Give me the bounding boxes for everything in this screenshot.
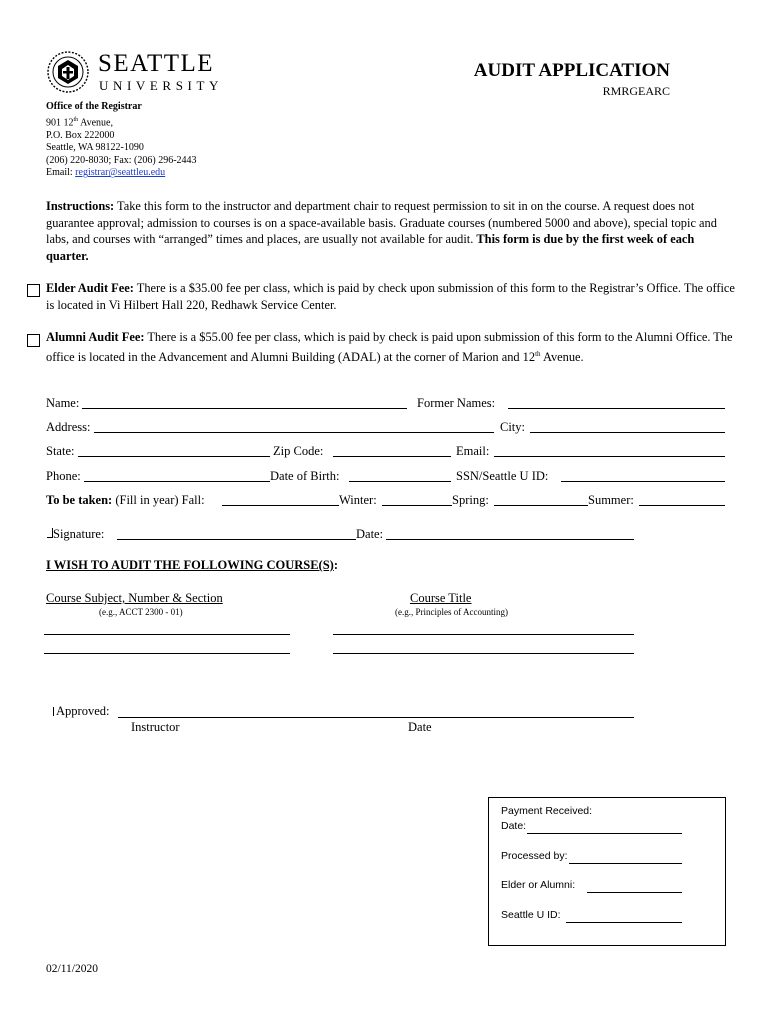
seattle-u-id-label: Seattle U ID: xyxy=(501,909,561,921)
ssn-field[interactable] xyxy=(561,481,725,482)
date-label: Date: xyxy=(356,527,384,541)
form-code: RMRGEARC xyxy=(602,84,670,98)
email-label: Email: xyxy=(456,444,490,458)
alumni-checkbox[interactable] xyxy=(27,334,40,347)
logo-wordmark: SEATTLE xyxy=(98,50,215,77)
logo-subtitle: UNIVERSITY xyxy=(99,78,223,93)
spring-label: Spring: xyxy=(452,493,489,507)
dob-label: Date of Birth: xyxy=(270,469,340,483)
summer-label: Summer: xyxy=(588,493,634,507)
course-2-subject-field[interactable] xyxy=(44,653,290,654)
office-date-label: Date: xyxy=(501,820,527,832)
courses-heading: I WISH TO AUDIT THE FOLLOWING COURSE(S): xyxy=(46,558,338,572)
phone-field[interactable] xyxy=(84,481,270,482)
address-field[interactable] xyxy=(94,432,494,433)
signature-label: Signature: xyxy=(53,527,105,541)
office-date-field[interactable] xyxy=(527,833,682,834)
due-notice: This form is due by the first week of each quarter. xyxy=(46,232,695,263)
office-email: Email: registrar@seattleu.edu xyxy=(46,167,166,179)
date-field[interactable] xyxy=(386,539,634,540)
col-course-subject-hint: (e.g., ACCT 2300 - 01) xyxy=(99,607,183,617)
fall-field[interactable] xyxy=(222,505,339,506)
name-label: Name: xyxy=(46,396,80,410)
state-field[interactable] xyxy=(78,456,270,457)
office-address xyxy=(46,101,197,180)
office-name: Office of the Registrar xyxy=(46,101,142,112)
office-city: Seattle, WA 98122-1090 xyxy=(46,142,144,154)
city-field[interactable] xyxy=(530,432,725,433)
instructions: Instructions: Take this form to the instructor and department chair to request permission to sit in on the course. A request does not guarantee approval; admission to courses is on a space-available basis. Graduate courses (numbered 5000 and above), special topic and labs, and courses with “arranged” times and places, are usually not available for audit. This form is due by the first week of each quarter. xyxy=(46,199,717,263)
to-be-taken-label: To be taken: (Fill in year) Fall: xyxy=(46,493,205,507)
zip-label: Zip Code: xyxy=(273,444,324,458)
approval-marker-icon xyxy=(53,707,54,716)
email-link[interactable]: registrar@seattleu.edu xyxy=(75,167,166,179)
instructor-caption: Instructor xyxy=(131,720,180,734)
office-pobox: P.O. Box 222000 xyxy=(46,129,115,141)
zip-field[interactable] xyxy=(333,456,451,457)
seal-icon xyxy=(46,48,92,96)
office-use-box xyxy=(488,797,726,946)
summer-field[interactable] xyxy=(639,505,725,506)
email-field[interactable] xyxy=(494,456,725,457)
winter-field[interactable] xyxy=(382,505,452,506)
state-label: State: xyxy=(46,444,75,458)
name-field[interactable] xyxy=(82,408,407,409)
alumni-fee-text: Alumni Audit Fee: There is a $55.00 fee per class, which is paid by check is paid upon submission of this form to the Alumni Office. The office is located in the Advancement and Alumni Building (ADAL) at the corner of Marion and 12th Avenue. xyxy=(46,330,733,364)
col-course-title: Course Title xyxy=(410,591,472,605)
processed-by-label: Processed by: xyxy=(501,850,568,862)
winter-label: Winter: xyxy=(339,493,377,507)
city-label: City: xyxy=(500,420,526,434)
col-course-title-hint: (e.g., Principles of Accounting) xyxy=(395,607,508,617)
instructions-label: Instructions: xyxy=(46,199,115,213)
address-label: Address: xyxy=(46,420,91,434)
processed-by-field[interactable] xyxy=(569,863,682,864)
elder-checkbox[interactable] xyxy=(27,284,40,297)
approved-label: Approved: xyxy=(56,704,110,718)
payment-received-label: Payment Received: xyxy=(501,805,593,817)
ssn-label: SSN/Seattle U ID: xyxy=(456,469,549,483)
footer-date: 02/11/2020 xyxy=(46,963,98,975)
office-street: 901 12th Avenue, xyxy=(46,116,113,128)
form-title: AUDIT APPLICATION xyxy=(473,60,670,81)
elder-or-alumni-field[interactable] xyxy=(587,892,682,893)
seattle-u-id-field[interactable] xyxy=(566,922,682,923)
elder-fee-text: Elder Audit Fee: There is a $35.00 fee per class, which is paid by check upon submission of this form to the Registrar’s Office. The office is located in Vi Hilbert Hall 220, Redhawk Service Center. xyxy=(46,281,735,312)
dob-field[interactable] xyxy=(349,481,451,482)
phone-label: Phone: xyxy=(46,469,81,483)
approval-date-caption: Date xyxy=(408,720,432,734)
signature-field[interactable] xyxy=(117,539,356,540)
office-phone: (206) 220-8030; Fax: (206) 296-2443 xyxy=(46,154,197,166)
former-names-field[interactable] xyxy=(508,408,725,409)
course-1-title-field[interactable] xyxy=(333,634,634,635)
approval-field[interactable] xyxy=(118,717,634,718)
spring-field[interactable] xyxy=(494,505,588,506)
former-names-label: Former Names: xyxy=(417,396,496,410)
course-1-subject-field[interactable] xyxy=(44,634,290,635)
course-2-title-field[interactable] xyxy=(333,653,634,654)
col-course-subject: Course Subject, Number & Section xyxy=(46,591,223,605)
seattle-university-logo xyxy=(46,48,236,96)
elder-or-alumni-label: Elder or Alumni: xyxy=(501,879,576,891)
